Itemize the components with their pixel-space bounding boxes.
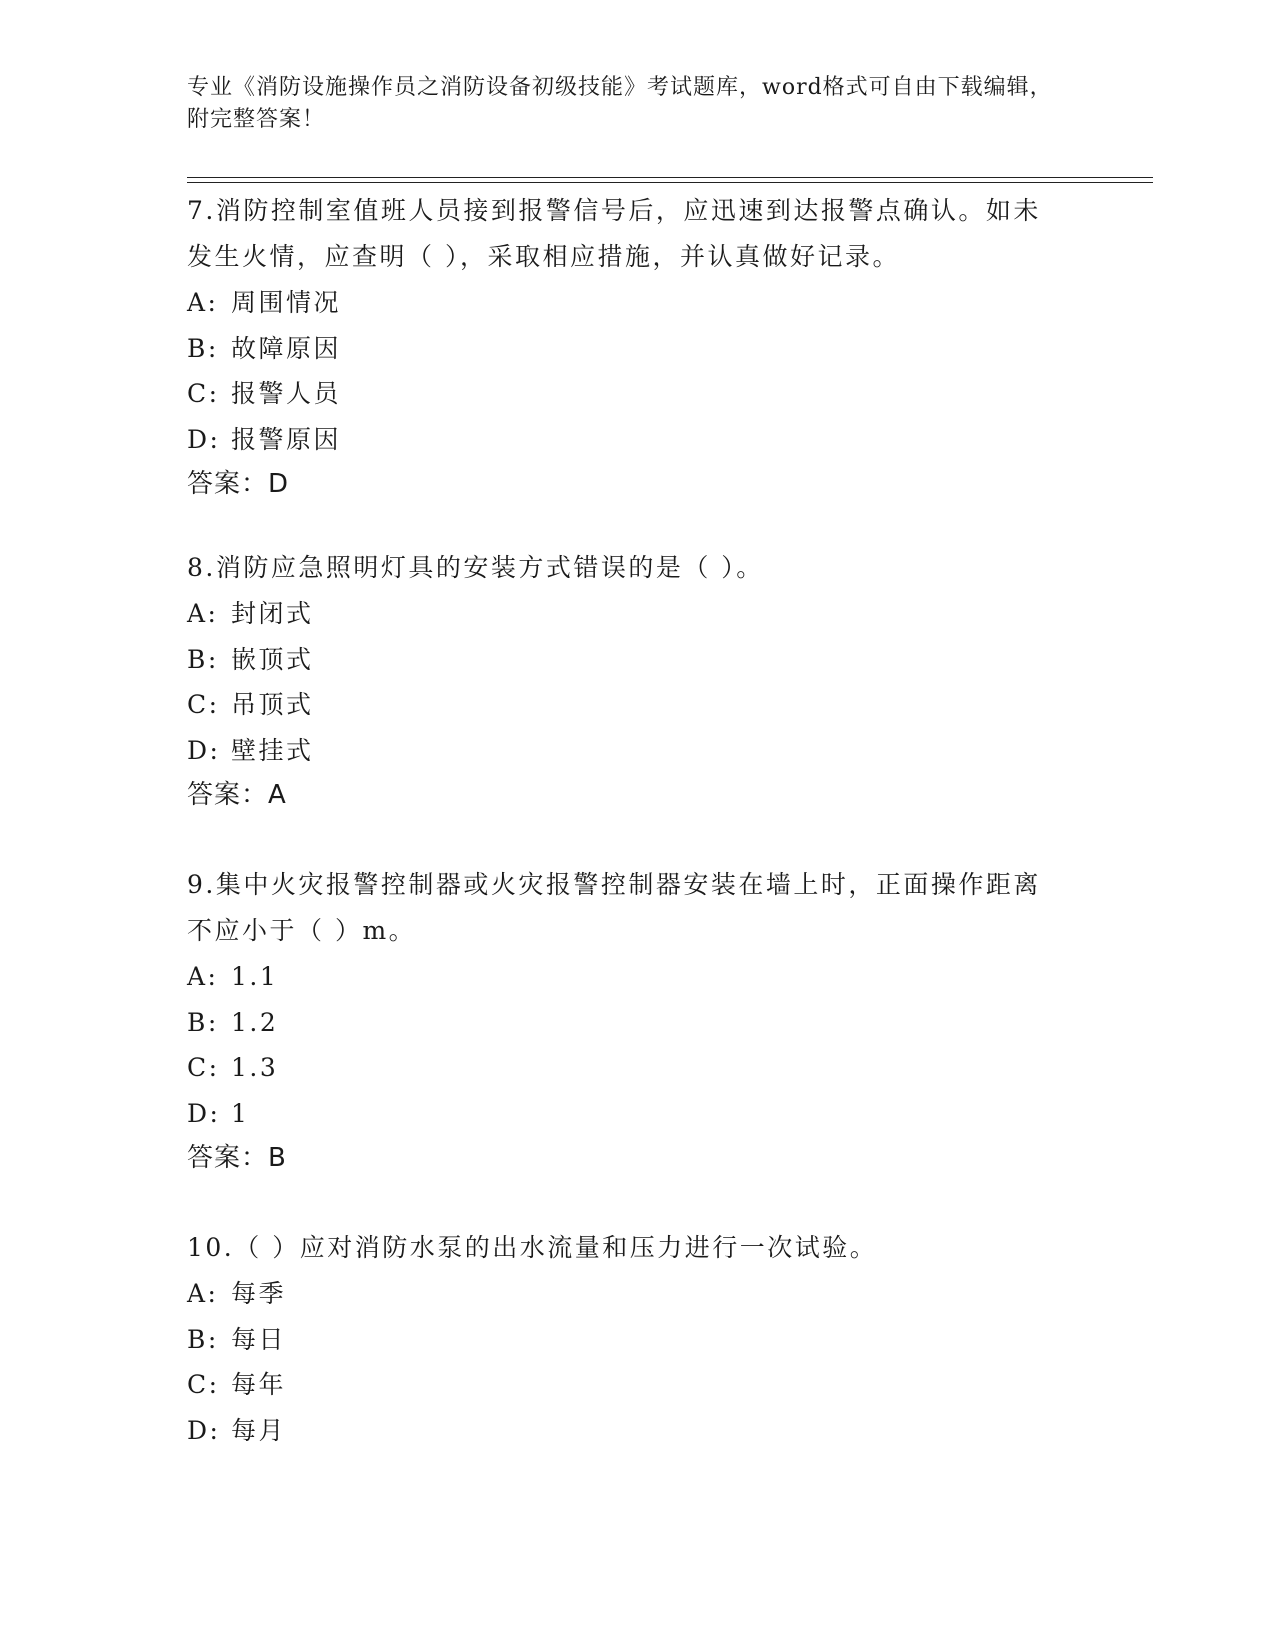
option-a [187,591,1067,637]
option-d [187,728,1067,774]
option-text: 报警人员 [231,379,342,408]
option-key: D: [187,1415,221,1445]
option-key: A: [187,599,219,628]
option-key: C: [187,379,220,408]
option-key: B: [187,1007,219,1037]
header-divider-bottom [187,182,1153,183]
option-key: B: [187,644,219,674]
option-text: 1.2 [231,1007,279,1037]
question-stem: 10.（ ）应对消防水泵的出水流量和压力进行一次试验。 [187,1233,878,1262]
option-d [187,1091,1067,1137]
option-text: 壁挂式 [231,735,314,765]
option-c [187,371,1067,417]
option-b [187,1000,1067,1046]
option-key: B: [187,1324,219,1354]
option-c [187,1362,1067,1408]
option-text: 故障原因 [231,333,342,363]
answer-line: 答案：A [187,780,287,810]
option-a [187,954,1067,1000]
option-b [187,326,1067,372]
option-d [187,417,1067,463]
option-key: D: [187,1098,221,1128]
option-key: C: [187,690,220,719]
option-text: 每季 [231,1279,287,1308]
question-stem: 7.消防控制室值班人员接到报警信号后，应迅速到达报警点确认。如未发生火情，应查明（ ），采取相应措施，并认真做好记录。 [187,196,1041,271]
question-stem: 9.集中火灾报警控制器或火灾报警控制器安装在墙上时，正面操作距离不应小于（ ）m。 [187,870,1041,945]
option-text: 每日 [231,1324,287,1354]
option-d [187,1408,1067,1454]
option-key: C: [187,1370,220,1399]
option-a [187,1271,1067,1317]
option-text: 每年 [231,1370,287,1399]
option-key: A: [187,288,219,317]
option-text: 吊顶式 [231,690,314,719]
option-c [187,682,1067,728]
option-text: 周围情况 [231,288,342,317]
answer-line: 答案：B [187,1143,287,1173]
option-text: 1.1 [231,962,279,991]
option-text: 1.3 [231,1053,279,1082]
option-b [187,637,1067,683]
question-stem: 8.消防应急照明灯具的安装方式错误的是（ ）。 [187,553,764,582]
question-9 [187,862,1067,1181]
answer-line: 答案：D [187,469,290,499]
option-c [187,1045,1067,1091]
option-b [187,1317,1067,1363]
option-text: 报警原因 [231,424,342,454]
option-key: D: [187,735,221,765]
option-key: B: [187,333,219,363]
option-text: 1 [231,1098,250,1128]
option-text: 封闭式 [231,599,314,628]
option-a [187,280,1067,326]
option-key: A: [187,1279,219,1308]
question-7 [187,188,1067,507]
question-10 [187,1225,1067,1453]
option-text: 每月 [231,1415,287,1445]
option-key: C: [187,1053,220,1082]
header-divider-top [187,177,1153,178]
option-key: D: [187,424,221,454]
option-text: 嵌顶式 [231,644,314,674]
option-key: A: [187,962,219,991]
question-8 [187,545,1067,818]
document-intro: 专业《消防设施操作员之消防设备初级技能》考试题库，word格式可自由下载编辑，附完整答案！ [187,75,1053,132]
